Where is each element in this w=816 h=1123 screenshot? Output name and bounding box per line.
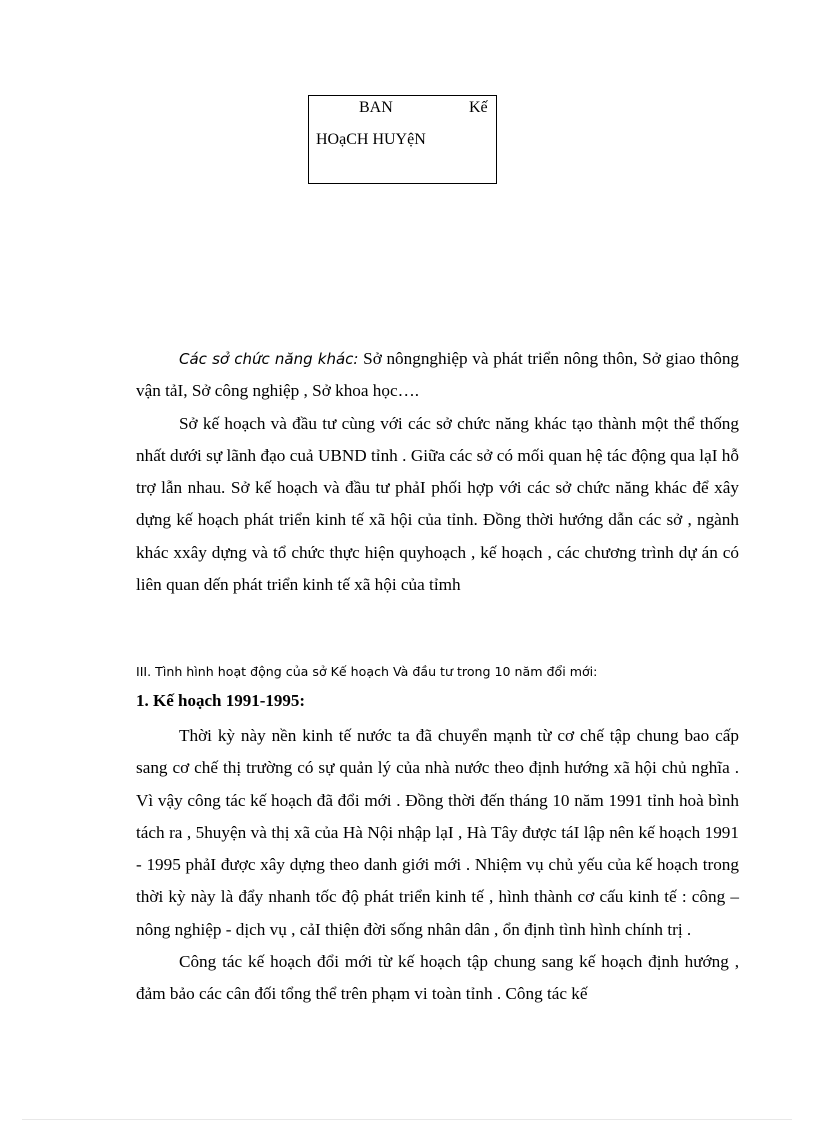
org-title-line1-right: Kế: [469, 99, 488, 116]
functions-text: Sở nôngnghiệp và phát triển nông thôn, Sở giao thông vận tảI, Sở công nghiệp , Sở khoa học….: [136, 349, 740, 401]
paragraph-functions: [136, 343, 739, 408]
body-section-1: [136, 343, 739, 601]
paragraph-relationship: Sở kế hoạch và đầu tư cùng với các sở chức năng khác tạo thành một thể thống nhất dưới sự lãnh đạo cuả UBND tỉnh . Giữa các sở có mối quan hệ tác động qua lạI hỗ trợ lẫn nhau. Sở kế hoạch và đầu tư phảI phối hợp với các sở chức năng khác để xây dựng kế hoạch phát triển kinh tế xã hội của tỉnh. Đồng thời hướng dẫn các sở , ngành khác xxây dựng và tổ chức thực hiện quyhoạch , kế hoạch , các chương trình dự án có liên quan dến phát triển kinh tế xã hội của tỉmh: [136, 413, 739, 595]
body-section-2: [136, 720, 739, 1011]
page-divider: [22, 1119, 792, 1120]
paragraph-work: Công tác kế hoạch đổi mới từ kế hoạch tập chung sang kế hoạch định hướng , đảm bảo các cân đối tổng thể trên phạm vi toàn tỉnh . Công tác kế: [136, 952, 739, 1004]
paragraph-period: Thời kỳ này nền kinh tế nước ta đã chuyển mạnh từ cơ chế tập chung bao cấp sang cơ chế thị trường có sự quản lý của nhà nước theo định hướng xã hội chủ nghĩa . Vì vậy công tác kế hoạch đã đổi mới . Đồng thời đến tháng 10 năm 1991 tỉnh hoà bình tách ra , 5huyện và thị xã của Hà Nội nhập lạI , Hà Tây được táI lập nên kế hoạch 1991 - 1995 phảI được xây dựng theo danh giới mới . Nhiệm vụ chủ yếu của kế hoạch trong thời kỳ này là đẩy nhanh tốc độ phát triển kinh tế , hình thành cơ cấu kinh tế : công –nông nghiệp - dịch vụ , cảI thiện đời sống nhân dân , ổn định tình hình chính trị .: [136, 726, 739, 939]
functions-label: Các sở chức năng khác:: [179, 350, 359, 368]
org-title-box: [308, 95, 497, 184]
section-heading: III. Tình hình hoạt động của sở Kế hoạch Và đầu tư trong 10 năm đổi mới:: [136, 664, 598, 679]
org-title-line2: HOạCH HUYệN: [316, 131, 426, 148]
org-title-line1-left: BAN: [359, 99, 393, 116]
sub-heading: 1. Kế hoạch 1991-1995:: [136, 691, 306, 710]
